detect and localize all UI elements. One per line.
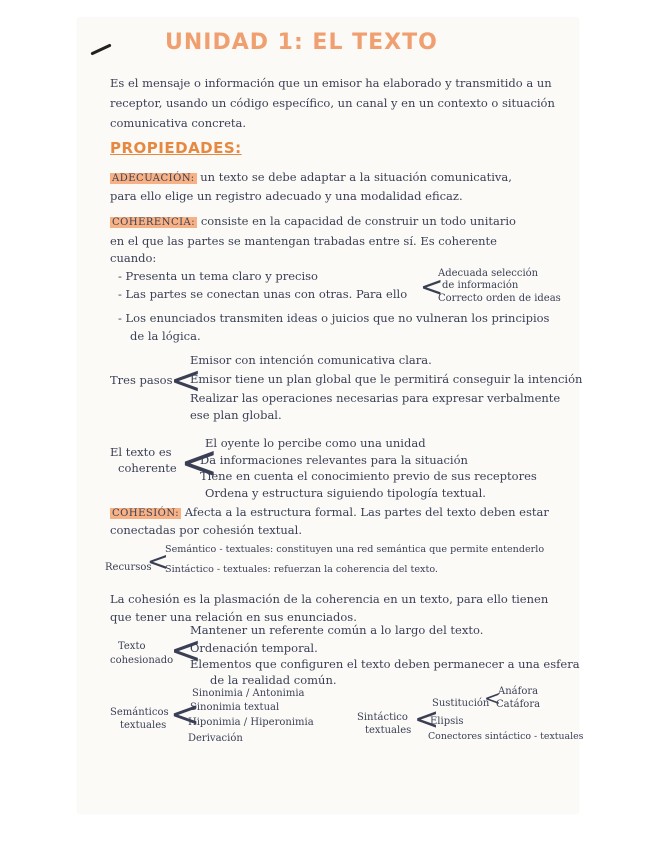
brace-icon: < [180, 435, 219, 489]
cohesion-line: conectadas por cohesión textual. [110, 523, 302, 537]
sintacticos-item: Sustitución [432, 698, 490, 709]
texto-cohesionado-label: cohesionado [110, 655, 174, 666]
plasmacion-line: que tener una relación en sus enunciados. [110, 610, 357, 624]
adecuacion-line: para ello elige un registro adecuado y una modalidad eficaz. [110, 189, 463, 203]
coherencia-line: en el que las partes se mantengan trabadas entre sí. Es coherente [110, 234, 497, 248]
tres-pasos-item: Realizar las operaciones necesarias para expresar verbalmente [190, 391, 561, 405]
texto-coherente-item: El oyente lo percibe como una unidad [205, 436, 426, 450]
tres-pasos-item: Emisor con intención comunicativa clara. [190, 353, 432, 367]
texto-cohesionado-item: Mantener un referente común a lo largo del texto. [190, 623, 484, 637]
texto-coherente-label: coherente [118, 461, 177, 475]
texto-cohesionado-item: Elementos que configuren el texto deben permanecer a una esfera [190, 657, 580, 671]
semanticos-item: Sinonimia / Antonimia [192, 688, 305, 699]
semanticos-label: textuales [120, 720, 167, 731]
plasmacion-line: La cohesión es la plasmación de la coherencia en un texto, para ello tienen [110, 592, 549, 606]
tres-pasos-item: ese plan global. [190, 408, 282, 422]
semanticos-item: Derivación [188, 733, 243, 744]
semanticos-label: Semánticos [110, 707, 169, 718]
brace-icon: < [170, 358, 202, 402]
coherencia-item: - Los enunciados transmiten ideas o juicios que no vulneran los principios [118, 311, 550, 325]
propiedades-heading: PROPIEDADES: [110, 139, 242, 157]
sustitucion-item: Anáfora [498, 686, 539, 697]
sintacticos-item: Elipsis [430, 716, 464, 727]
texto-cohesionado-item: Ordenación temporal. [190, 641, 318, 655]
intro-line: comunicativa concreta. [110, 116, 247, 130]
sintacticos-label: textuales [365, 725, 412, 736]
coherencia-item: - Presenta un tema claro y preciso [118, 269, 318, 283]
coherencia-text: consiste en la capacidad de construir un todo unitario [200, 214, 516, 228]
recursos-item: Semántico - textuales: constituyen una red semántica que permite entenderlo [165, 544, 545, 555]
coherencia-label: COHERENCIA: [112, 217, 196, 228]
texto-coherente-label: El texto es [110, 445, 172, 459]
sustitucion-item: Catáfora [496, 699, 541, 710]
brace-icon: < [414, 702, 440, 737]
para-ello-item: Adecuada selección [438, 268, 539, 279]
texto-coherente-item: Tiene en cuenta el conocimiento previo de sus receptores [200, 469, 537, 483]
sintacticos-item: Conectores sintáctico - textuales [428, 731, 584, 742]
sintacticos-label: Sintáctico [357, 712, 408, 723]
brace-icon: < [484, 686, 501, 710]
tres-pasos-item: Emisor tiene un plan global que le permitirá conseguir la intención [190, 372, 583, 386]
para-ello-item: de información [442, 280, 519, 291]
texto-coherente-item: Ordena y estructura siguiendo tipología textual. [205, 486, 486, 500]
texto-cohesionado-label: Texto [118, 641, 146, 652]
page-title: UNIDAD 1: EL TEXTO [165, 30, 438, 55]
brace-icon: < [147, 547, 169, 577]
tres-pasos-label: Tres pasos [110, 373, 173, 387]
coherencia-line: cuando: [110, 251, 157, 265]
brace-icon: < [170, 628, 202, 672]
semanticos-item: Hiponimia / Hiperonimia [188, 717, 314, 728]
brace-icon: < [170, 694, 201, 735]
adecuacion-label: ADECUACIÓN: [112, 173, 195, 184]
cohesion-text: Afecta a la estructura formal. Las partes del texto deben estar [184, 505, 549, 519]
recursos-item: Sintáctico - textuales: refuerzan la coherencia del texto. [165, 564, 438, 575]
cohesion-line [110, 505, 549, 521]
adecuacion-text: un texto se debe adaptar a la situación comunicativa, [200, 170, 512, 184]
texto-cohesionado-item: de la realidad común. [210, 673, 337, 687]
coherencia-item: - Las partes se conectan unas con otras. Para ello [118, 287, 408, 301]
intro-line: Es el mensaje o información que un emisor ha elaborado y transmitido a un [110, 76, 552, 90]
coherencia-item: de la lógica. [130, 329, 201, 343]
recursos-label: Recursos [105, 562, 152, 573]
intro-line: receptor, usando un código específico, un canal y en un contexto o situación [110, 96, 555, 110]
texto-coherente-item: Da informaciones relevantes para la situación [200, 453, 468, 467]
para-ello-item: Correcto orden de ideas [438, 293, 561, 304]
semanticos-item: Sinonimia textual [190, 702, 280, 713]
adecuacion-line [110, 170, 512, 186]
brace-icon: < [420, 270, 444, 303]
cohesion-label: COHESIÓN: [112, 508, 180, 519]
coherencia-line [110, 214, 516, 230]
